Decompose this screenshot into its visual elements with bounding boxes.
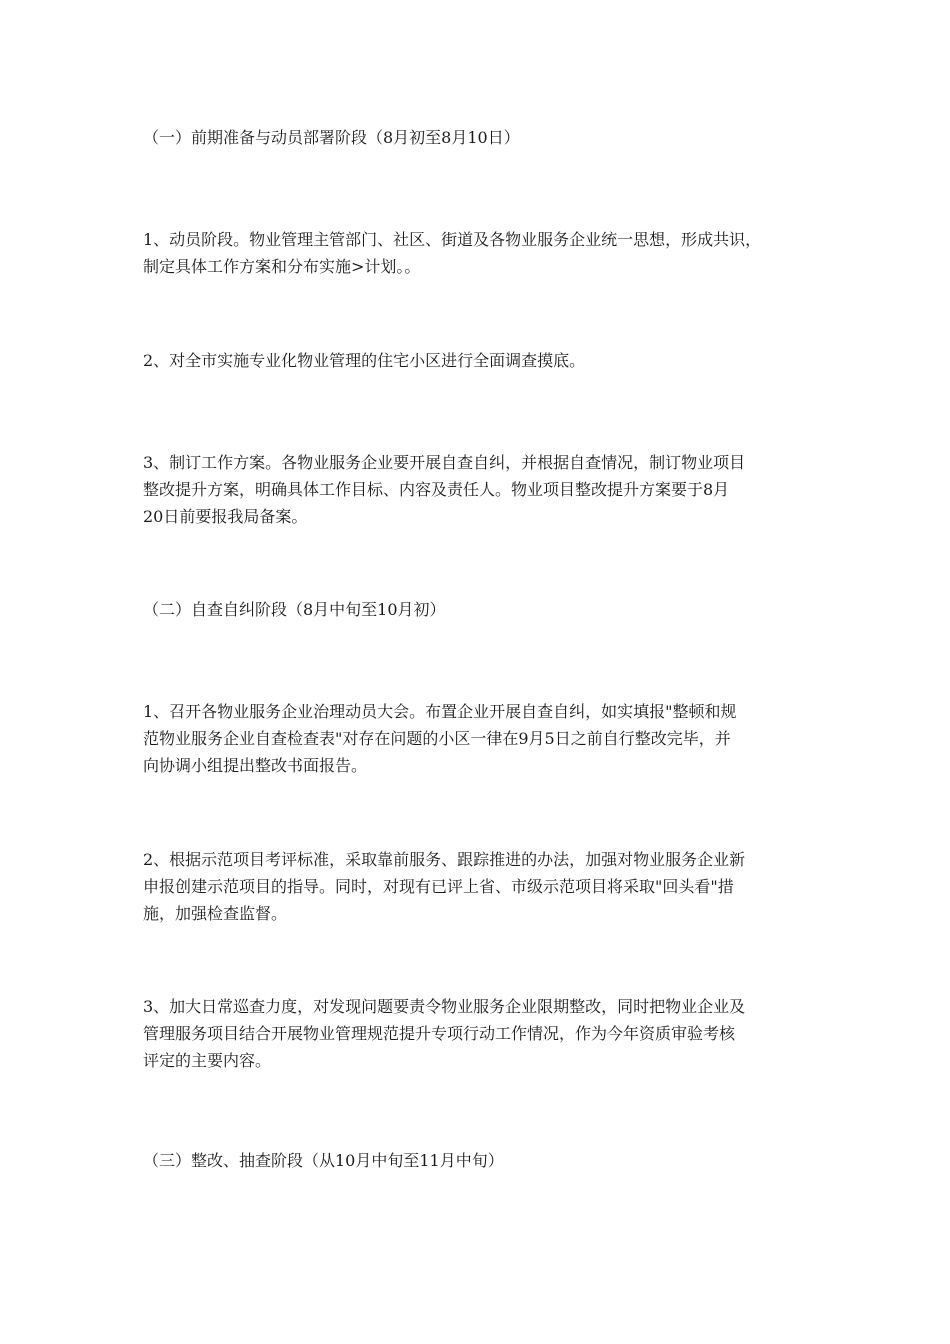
paragraph-line: 管理服务项目结合开展物业管理规范提升专项行动工作情况，作为今年资质审验考核 bbox=[143, 1024, 736, 1043]
paragraph-1-2 bbox=[143, 347, 813, 374]
paragraph-1-1 bbox=[143, 226, 813, 280]
paragraph-2-2 bbox=[143, 846, 813, 927]
paragraph-line: 2、根据示范项目考评标准，采取靠前服务、跟踪推进的办法，加强对物业服务企业新 bbox=[143, 850, 746, 869]
paragraph-1-3 bbox=[143, 449, 813, 530]
section-heading-2 bbox=[143, 596, 813, 623]
paragraph-line: 向协调小组提出整改书面报告。 bbox=[143, 756, 368, 775]
paragraph-line: 1、召开各物业服务企业治理动员大会。布置企业开展自查自纠，如实填报"整顿和规 bbox=[143, 702, 737, 721]
paragraph-line: 施，加强检查监督。 bbox=[143, 904, 288, 923]
paragraph-line: 申报创建示范项目的指导。同时，对现有已评上省、市级示范项目将采取"回头看"措 bbox=[143, 877, 734, 896]
section-heading-1 bbox=[143, 124, 813, 151]
heading-text: （三）整改、抽查阶段（从10月中旬至11月中旬） bbox=[143, 1151, 504, 1170]
paragraph-2-1 bbox=[143, 698, 813, 779]
paragraph-line: 20日前要报我局备案。 bbox=[143, 507, 308, 526]
section-heading-3 bbox=[143, 1147, 813, 1174]
heading-text: （二）自查自纠阶段（8月中旬至10月初） bbox=[143, 600, 446, 619]
paragraph-line: 3、加大日常巡查力度，对发现问题要责令物业服务企业限期整改，同时把物业企业及 bbox=[143, 997, 746, 1016]
paragraph-line: 制定具体工作方案和分布实施>计划。。 bbox=[143, 257, 421, 276]
paragraph-line: 评定的主要内容。 bbox=[143, 1051, 272, 1070]
heading-text: （一）前期准备与动员部署阶段（8月初至8月10日） bbox=[143, 128, 520, 147]
paragraph-line: 2、对全市实施专业化物业管理的住宅小区进行全面调查摸底。 bbox=[143, 351, 586, 370]
paragraph-line: 整改提升方案，明确具体工作目标、内容及责任人。物业项目整改提升方案要于8月 bbox=[143, 480, 730, 499]
paragraph-2-3 bbox=[143, 993, 813, 1074]
paragraph-line: 3、制订工作方案。各物业服务企业要开展自查自纠，并根据自查情况，制订物业项目 bbox=[143, 453, 746, 472]
paragraph-line: 范物业服务企业自查检查表"对存在问题的小区一律在9月5日之前自行整改完毕，并 bbox=[143, 729, 731, 748]
paragraph-line: 1、动员阶段。物业管理主管部门、社区、街道及各物业服务企业统一思想，形成共识， bbox=[143, 230, 762, 249]
